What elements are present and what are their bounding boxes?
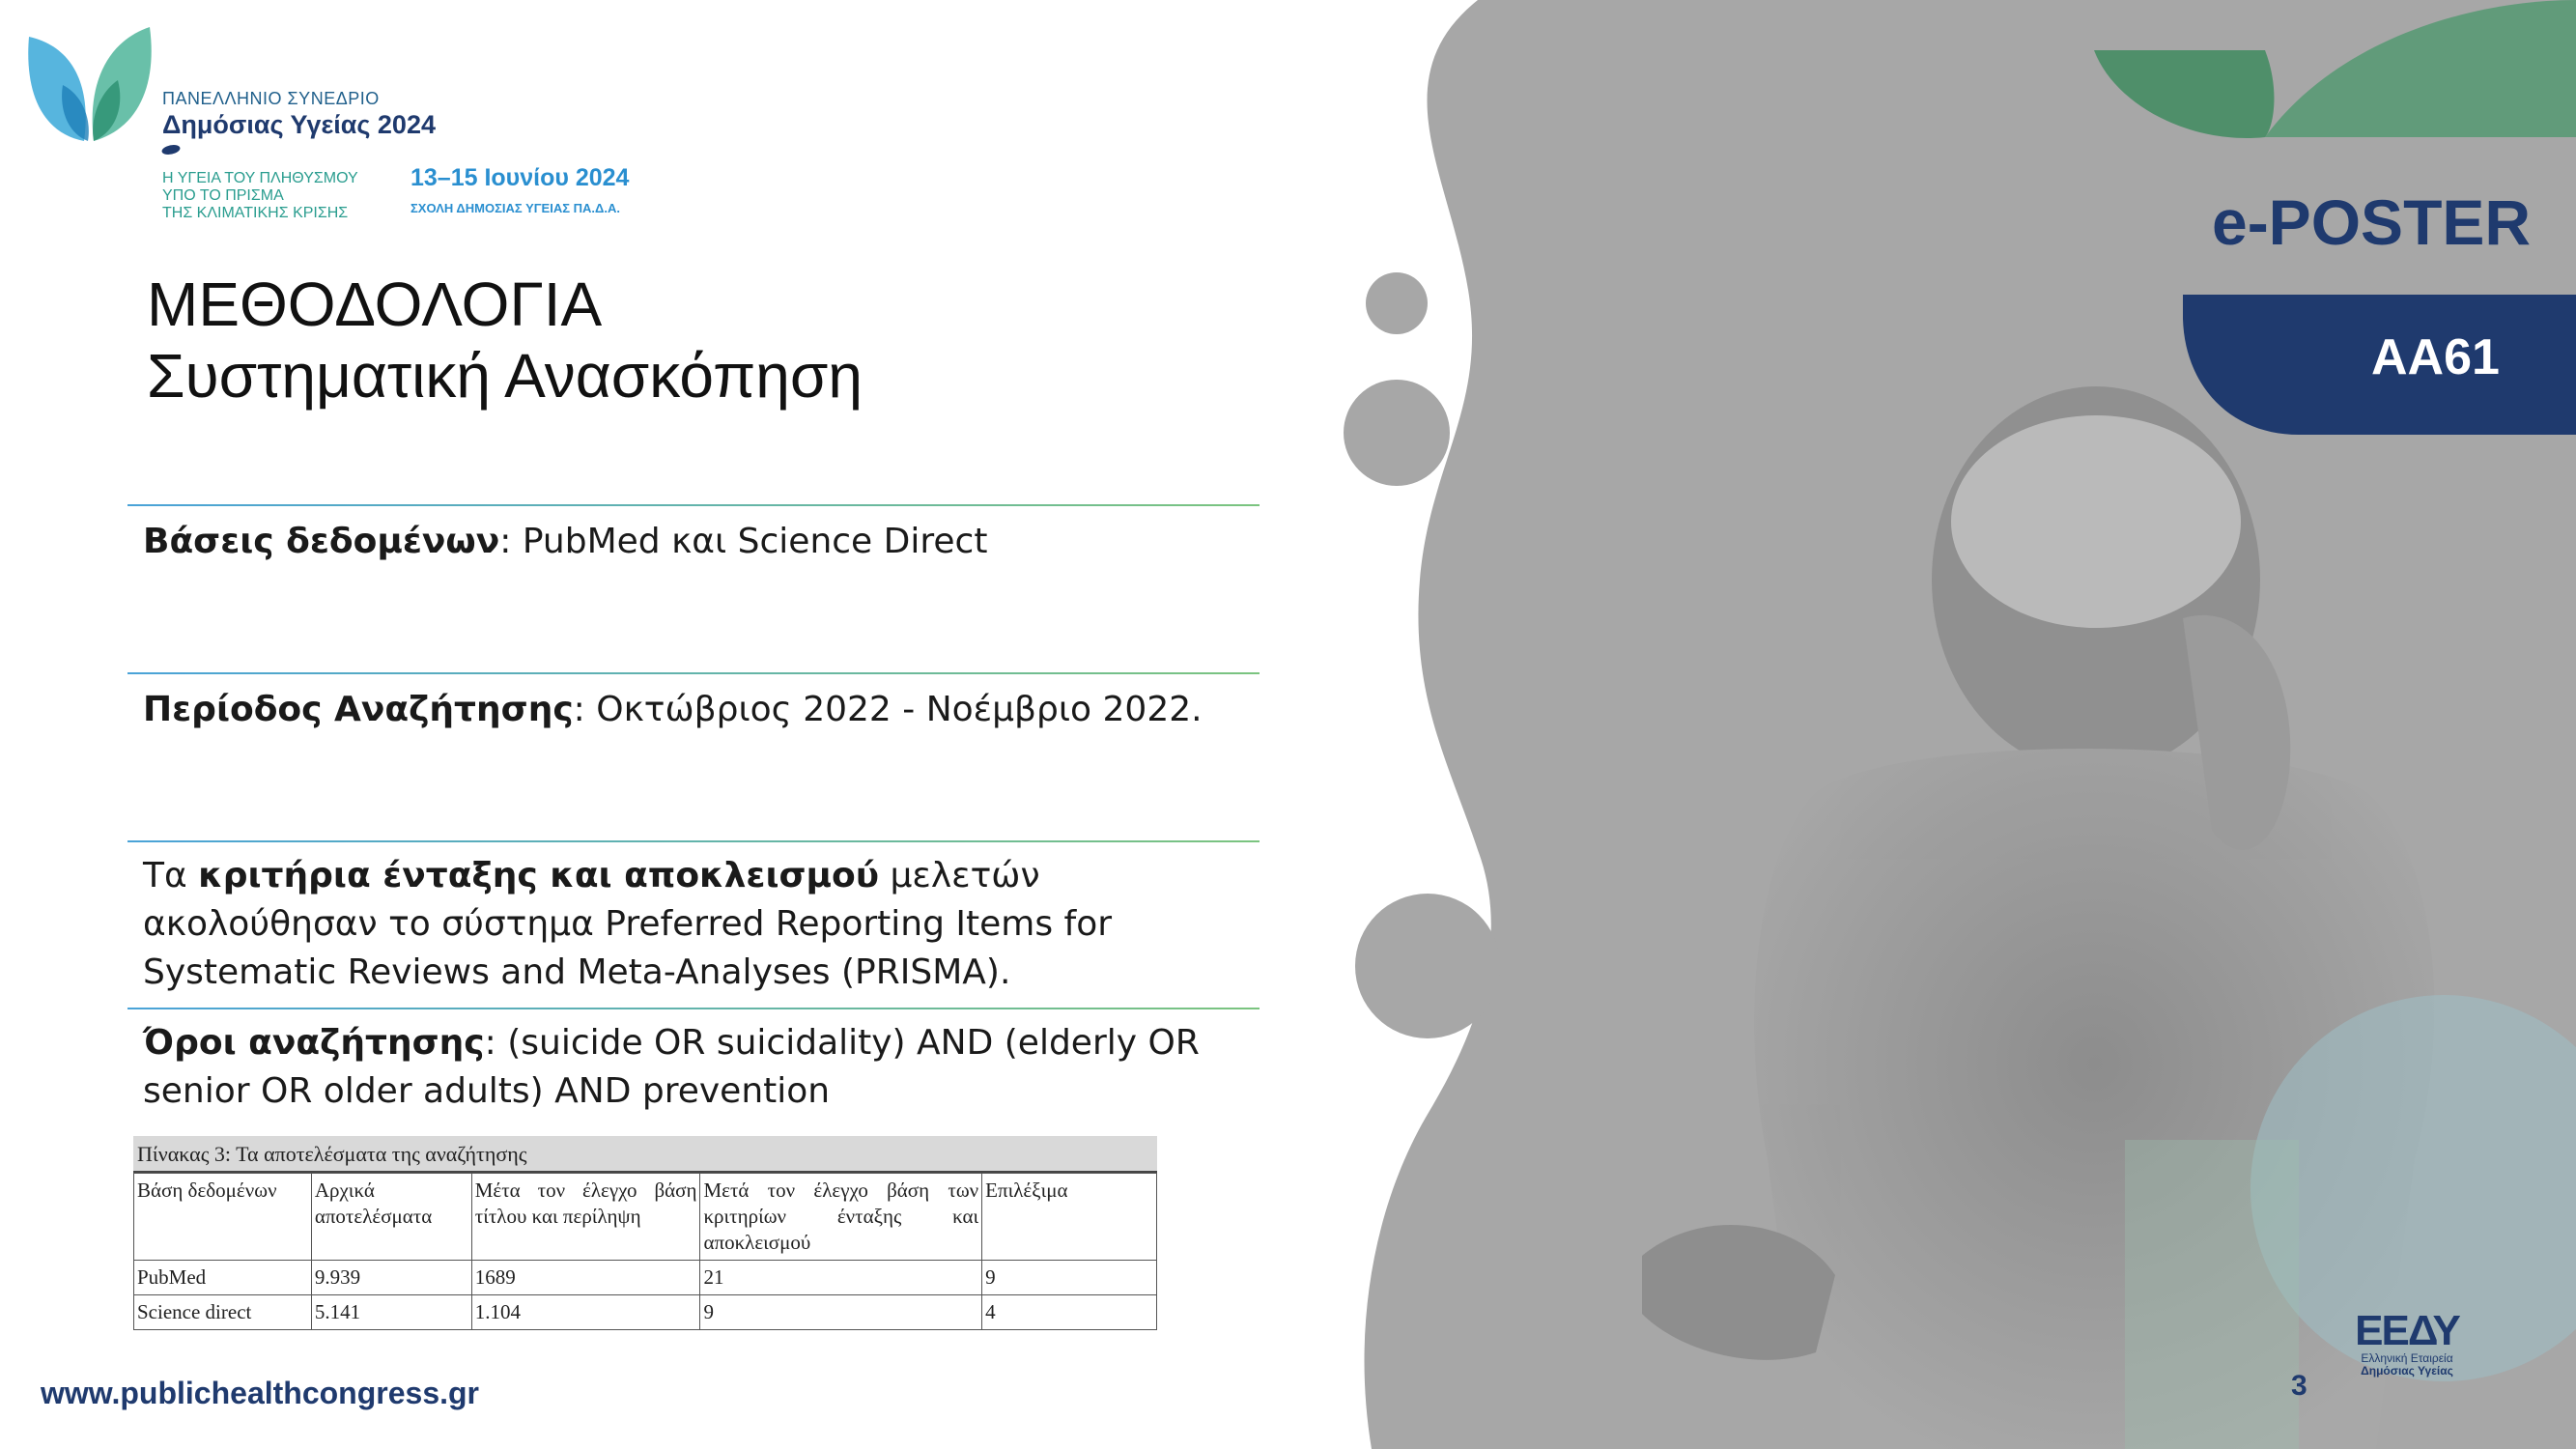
- table-header-cell: Μετά τον έλεγχο βάση των κριτηρίων ένταξης και αποκλεισμού: [700, 1174, 982, 1261]
- logo-dates: 13–15 Ιουνίου 2024: [410, 164, 630, 191]
- logo-school: ΣΧΟΛΗ ΔΗΜΟΣΙΑΣ ΥΓΕΙΑΣ ΠΑ.Δ.Α.: [410, 201, 620, 215]
- table-cell: 1689: [471, 1261, 700, 1295]
- table-cell: PubMed: [134, 1261, 312, 1295]
- databases-label: Βάσεις δεδομένων: [143, 522, 500, 561]
- eedy-line1: Ελληνική Εταιρεία: [2361, 1351, 2453, 1365]
- logo-tagline-3: ΤΗΣ ΚΛΙΜΑΤΙΚΗΣ ΚΡΙΣΗΣ: [162, 205, 349, 221]
- eedy-line2: Δημόσιας Υγείας: [2361, 1364, 2453, 1378]
- criteria-section: [143, 852, 1254, 997]
- table-cell: 9: [700, 1295, 982, 1330]
- decor-circle: [1355, 894, 1500, 1038]
- period-section: [143, 686, 1254, 734]
- logo-line2: Δημόσιας Υγείας 2024: [162, 110, 436, 139]
- decor-circle: [1344, 380, 1450, 486]
- table: [133, 1173, 1157, 1330]
- logo-line1: ΠΑΝΕΛΛΗΝΙΟ ΣΥΝΕΔΡΙΟ: [162, 89, 380, 108]
- eedy-logo: [2349, 1307, 2465, 1378]
- section-divider: [127, 840, 1260, 842]
- website-link[interactable]: www.publichealthcongress.gr: [41, 1376, 479, 1410]
- table-caption: Πίνακας 3: Τα αποτελέσματα της αναζήτησης: [133, 1136, 1157, 1173]
- table-header-row: [134, 1174, 1157, 1261]
- period-label: Περίοδος Αναζήτησης: [143, 690, 574, 729]
- table-cell: Science direct: [134, 1295, 312, 1330]
- period-value: : Οκτώβριος 2022 - Νοέμβριο 2022.: [573, 690, 1203, 729]
- table-header-cell: Μέτα τον έλεγχο βάση τίτλου και περίληψη: [471, 1174, 700, 1261]
- poster-code: AA61: [2371, 329, 2500, 385]
- decor-circle: [1366, 272, 1428, 334]
- section-divider: [127, 672, 1260, 674]
- table-header-cell: Επιλέξιμα: [982, 1174, 1157, 1261]
- table-cell: 5.141: [311, 1295, 471, 1330]
- page-number: 3: [2291, 1370, 2307, 1402]
- logo-tagline-2: ΥΠΟ ΤΟ ΠΡΙΣΜΑ: [162, 187, 284, 204]
- eedy-logo-mark: ΕΕΔΥ: [2355, 1307, 2459, 1354]
- page-title: [147, 269, 863, 412]
- criteria-bold: κριτήρια ένταξης και αποκλεισμού: [198, 856, 880, 895]
- table-cell: 9: [982, 1261, 1157, 1295]
- results-table: [133, 1136, 1157, 1330]
- criteria-pre: Τα: [143, 856, 199, 895]
- teal-overlay-leaf: [2125, 1140, 2299, 1449]
- terms-value: : (suicide OR suicidality) AND (elderly OR senior OR older adults) AND prevention: [143, 1023, 1200, 1111]
- table-cell: 21: [700, 1261, 982, 1295]
- title-line1: ΜΕΘΟΔΟΛΟΓΙΑ: [147, 270, 603, 339]
- table-row: [134, 1261, 1157, 1295]
- logo-tagline: [162, 170, 404, 222]
- databases-value: : PubMed και Science Direct: [499, 522, 988, 561]
- section-divider: [127, 1008, 1260, 1009]
- table-header-cell: Αρχικά αποτελέσματα: [311, 1174, 471, 1261]
- eposter-label: e-POSTER: [2212, 186, 2532, 258]
- logo-tagline-1: Η ΥΓΕΙΑ ΤΟΥ ΠΛΗΘΥΣΜΟΥ: [162, 170, 358, 186]
- section-divider: [127, 504, 1260, 506]
- databases-section: [143, 518, 1254, 566]
- title-line2: Συστηματική Ανασκόπηση: [147, 341, 863, 411]
- table-cell: 1.104: [471, 1295, 700, 1330]
- table-cell: 4: [982, 1295, 1157, 1330]
- table-header-cell: Βάση δεδομένων: [134, 1174, 312, 1261]
- table-row: [134, 1295, 1157, 1330]
- congress-logo-icon: [24, 27, 155, 145]
- table-cell: 9.939: [311, 1261, 471, 1295]
- criteria-post: μελετών ακολούθησαν το σύστημα Preferred Reporting Items for Systematic Reviews and Meta-Analyses (PRISMA).: [143, 856, 1113, 992]
- terms-label: Όροι αναζήτησης: [143, 1023, 485, 1063]
- terms-section: [143, 1019, 1254, 1116]
